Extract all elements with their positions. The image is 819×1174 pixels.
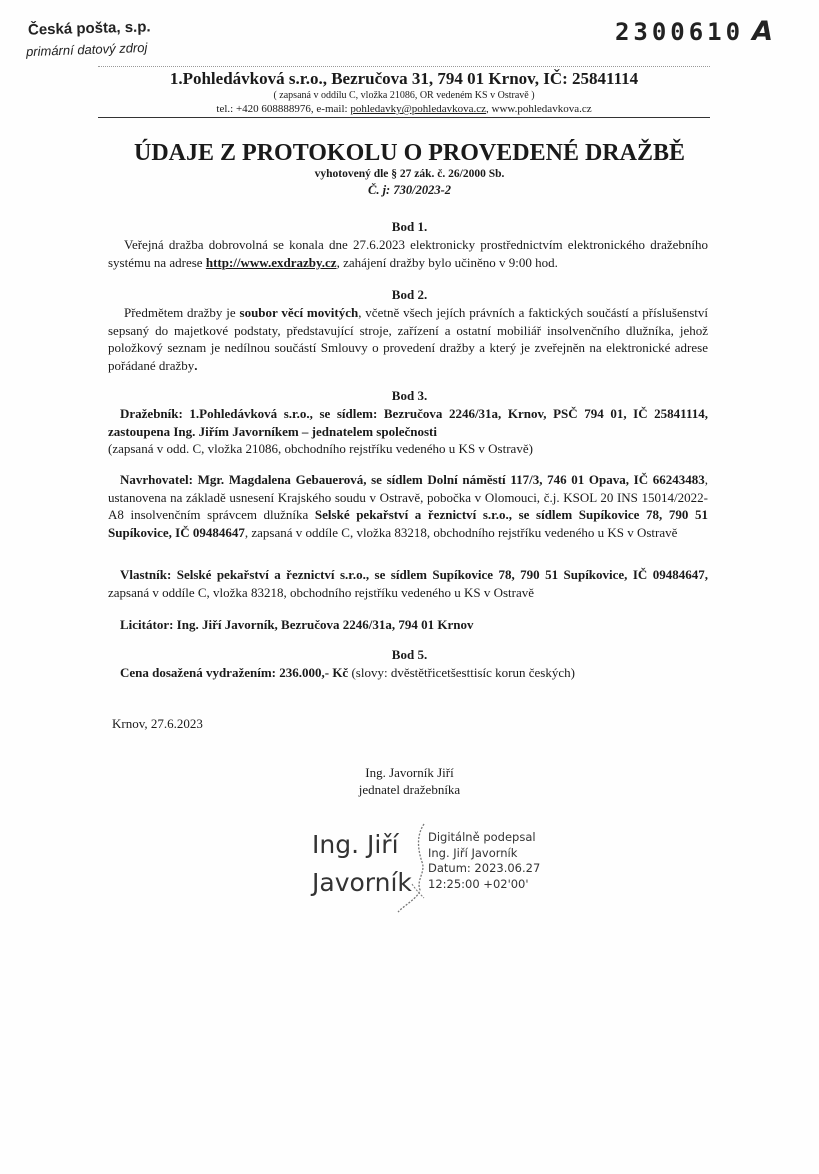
debtor-details: Selské pekařství a řeznictví s.r.o., se sídlem Supíkovice 78, 790 51 Supíkovice, IČ 09484647 — [108, 507, 708, 540]
document-number-letter: A — [752, 16, 773, 47]
postal-stamp-source: primární datový zdroj — [25, 39, 148, 60]
signer-role: jednatel dražebníka — [358, 782, 461, 797]
reference-number: Č. j: 730/2023-2 — [368, 183, 451, 197]
signature-name-line2: Javorník — [312, 868, 412, 897]
bod2-text-c: . — [194, 357, 198, 373]
achieved-price: Cena dosažená vydražením: 236.000,- Kč — [120, 665, 349, 680]
section-bod1-text — [108, 236, 708, 271]
document-number — [615, 16, 773, 47]
signer-block — [0, 764, 819, 798]
letterhead — [98, 66, 710, 118]
auctioneer-registration: (zapsaná v odd. C, vložka 21086, obchodního rejstříku vedeného u KS v Ostravě) — [108, 441, 533, 456]
letterhead-contact — [98, 102, 710, 118]
bod2-text-a: Předmětem dražby je — [124, 305, 240, 320]
digital-signature-details — [428, 830, 540, 892]
document-subtitle: vyhotovený dle § 27 zák. č. 26/2000 Sb. — [314, 168, 505, 180]
contact-phone: tel.: +420 608888976, e-mail: — [216, 103, 351, 115]
bod2-text-b: , včetně všech jejích právních a faktických součástí a příslušenství sepsaný do majetkové podstaty, představující stroje, zařízení a ostatní mobiliář insolvenčního dlužníka, jehož položkový seznam je nedílnou součástí Smlouvy o provedení dražby a který je zveřejněn na elektronické adrese pořádané dražby — [108, 305, 708, 373]
contact-email-link[interactable]: pohledavky@pohledavkova.cz — [350, 103, 486, 115]
bod1-text-b: , zahájení dražby bylo učiněno v 9:00 hod. — [336, 254, 558, 270]
exdrazby-link[interactable]: http://www.exdrazby.cz — [205, 254, 337, 270]
auctioneer-details: Dražebník: 1.Pohledávková s.r.o., se sídlem: Bezručova 2246/31a, Krnov, PSČ 794 01, IČ 25841114, zastoupena Ing. Jiřím Javorníkem – jednatelem společnosti — [108, 406, 708, 439]
signature-detail-date: Datum: 2023.06.27 — [428, 861, 541, 875]
place-and-date: Krnov, 27.6.2023 — [112, 716, 203, 731]
signature-detail-time: 12:25:00 +02'00' — [428, 876, 529, 891]
debtor-registration: , zapsaná v oddíle C, vložka 83218, obchodního rejstříku vedeného u KS v Ostravě — [244, 524, 678, 540]
price-block — [108, 664, 708, 682]
auctioneer-block — [108, 405, 708, 458]
bod2-subject: soubor věcí movitých — [239, 305, 359, 320]
letterhead-registration: ( zapsaná v oddílu C, vložka 21086, OR vedeném KS v Ostravě ) — [273, 90, 535, 101]
section-heading-bod1: Bod 1. — [391, 219, 428, 234]
postal-stamp-organization: Česká pošta, s.p. — [27, 18, 151, 39]
bod1-text-a: Veřejná dražba dobrovolná se konala dne 27.6.2023 elektronicky prostřednictvím elektronického dražebního systému na adrese — [108, 237, 708, 270]
proposer-appointment: , ustanovena na základě usnesení Krajského soudu v Ostravě, pobočka v Olomouci, č.j. KSOL 20 INS 15014/2022-A8 insolvenčním správcem dlužníka — [108, 472, 708, 522]
price-in-words: (slovy: dvěstětřicetšesttisíc korun českých) — [348, 665, 575, 680]
proposer-block — [108, 471, 708, 541]
signature-name-line1: Ing. Jiří — [312, 830, 399, 859]
section-heading-bod5: Bod 5. — [391, 647, 428, 662]
owner-details: Vlastník: Selské pekařství a řeznictví s.r.o., se sídlem Supíkovice 78, 790 51 Supíkovice, IČ 09484647, — [120, 567, 708, 582]
signature-detail-line2: Ing. Jiří Javorník — [428, 845, 518, 860]
handwritten-signature-mark — [372, 820, 432, 915]
owner-block — [108, 566, 708, 601]
section-heading-bod2: Bod 2. — [391, 287, 428, 302]
contact-website: , www.pohledavkova.cz — [486, 103, 592, 115]
signer-name: Ing. Javorník Jiří — [365, 765, 454, 780]
licitator-block — [108, 616, 708, 634]
document-number-digits: 2300610 — [614, 18, 745, 46]
proposer-details: Navrhovatel: Mgr. Magdalena Gebauerová, se sídlem Dolní náměstí 117/3, 746 01 Opava, IČ 66243483 — [120, 472, 705, 487]
section-bod2-text — [108, 304, 708, 374]
letterhead-company: 1.Pohledávková s.r.o., Bezručova 31, 794 01 Krnov, IČ: 25841114 — [98, 66, 710, 89]
section-heading-bod3: Bod 3. — [391, 388, 428, 403]
signature-detail-line1: Digitálně podepsal — [428, 830, 536, 844]
document-title: ÚDAJE Z PROTOKOLU O PROVEDENÉ DRAŽBĚ — [134, 140, 685, 166]
licitator-details: Licitátor: Ing. Jiří Javorník, Bezručova 2246/31a, 794 01 Krnov — [120, 617, 474, 632]
owner-registration: zapsaná v oddíle C, vložka 83218, obchodního rejstříku vedeného u KS v Ostravě — [108, 584, 535, 600]
